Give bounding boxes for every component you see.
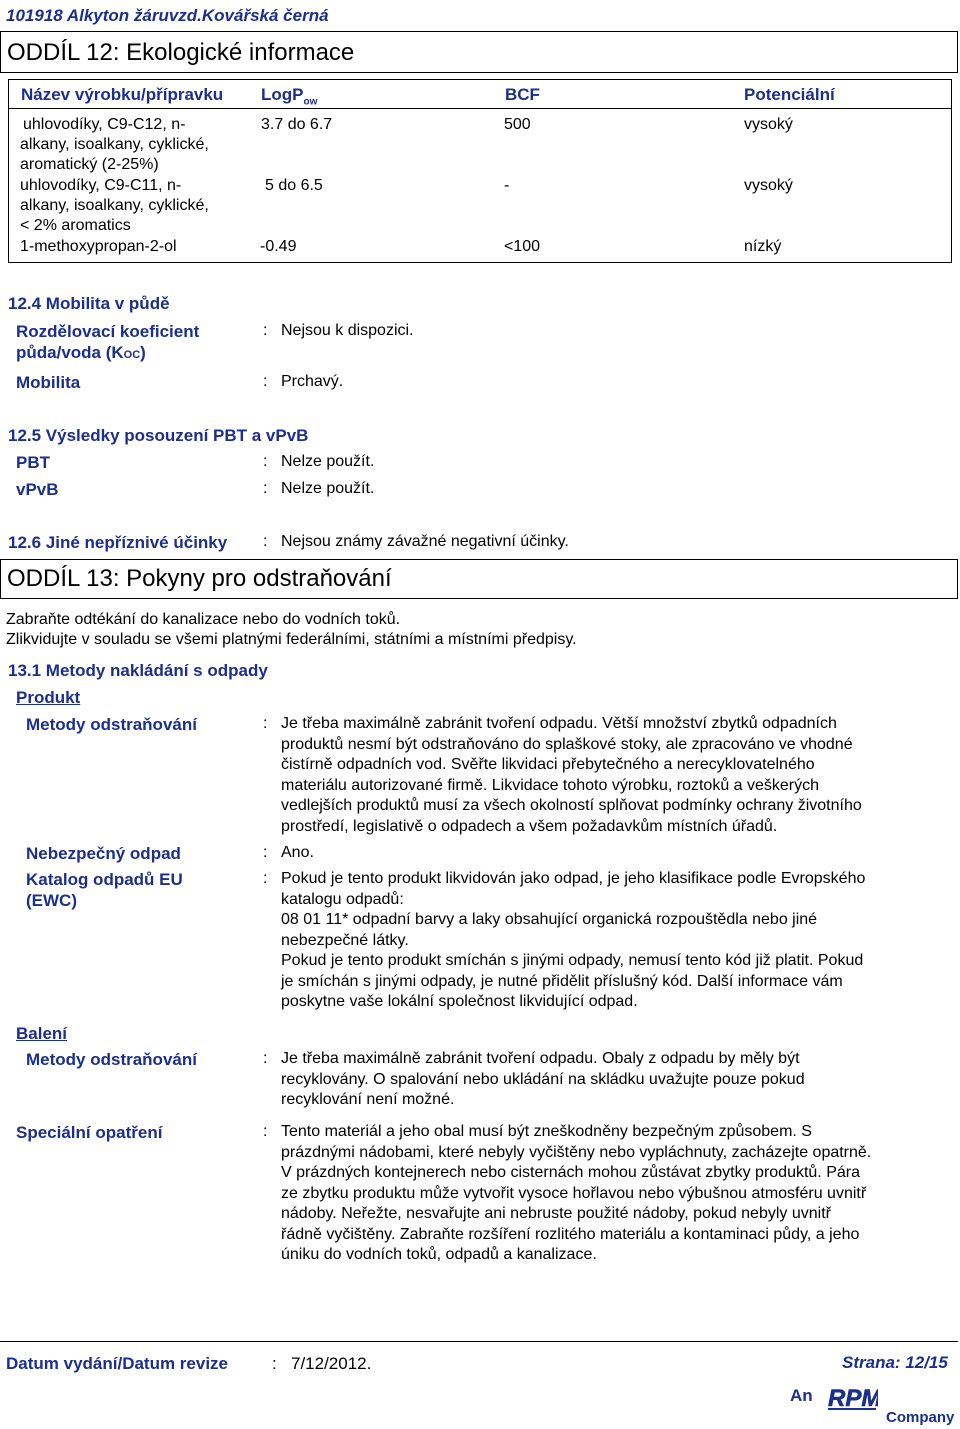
col-logp: LogP$_{ow}$ — [261, 85, 318, 108]
row-1-potential: vysoký — [744, 116, 793, 133]
ewc-colon: : — [263, 870, 268, 887]
eco-table-header — [8, 79, 952, 109]
row-2-potential: vysoký — [744, 177, 793, 194]
section-13-banner — [0, 559, 958, 599]
hazardous-waste-value: Ano. — [281, 844, 314, 861]
product-disposal-label: Metody odstraňování — [26, 715, 197, 734]
page-number: Strana: 12/15 — [842, 1353, 948, 1372]
vpvb-value: Nelze použít. — [281, 480, 375, 497]
section-12-banner — [0, 31, 958, 73]
document-title: 101918 Alkyton žáruvzd.Kovářská černá — [6, 6, 329, 25]
section-12-title: ODDÍL 12: Ekologické informace — [7, 39, 355, 66]
svg-text:RPM: RPM — [828, 1385, 878, 1412]
vpvb-colon: : — [263, 480, 268, 497]
packaging-disposal-label: Metody odstraňování — [26, 1050, 197, 1069]
mobility-value: Prchavý. — [281, 373, 344, 390]
packaging-disposal-colon: : — [263, 1050, 268, 1067]
heading-12-5: 12.5 Výsledky posouzení PBT a vPvB — [8, 426, 309, 445]
footer-colon: : — [272, 1354, 277, 1373]
packaging-disposal-text: Je třeba maximálně zabránit tvoření odpadu. Obaly z odpadu by měly být recyklovány. O spalování nebo ukládání na skládku uvažujte pouze pokud recyklování není možné. — [281, 1050, 805, 1108]
row-2-bcf: - — [504, 177, 510, 194]
mobility-label: Mobilita — [16, 373, 81, 392]
rpm-logo-icon — [826, 1382, 878, 1412]
table-row: uhlovodíky, C9-C11, n- alkany, isoalkany, cyklické, < 2% aromatics — [20, 177, 209, 234]
table-row: uhlovodíky, C9-C12, n- alkany, isoalkany, cyklické, aromatický (2-25%) — [20, 116, 209, 173]
footer-divider — [0, 1341, 958, 1342]
special-precautions-label: Speciální opatření — [16, 1123, 163, 1142]
logo-an-text: An — [790, 1386, 813, 1405]
koc-colon: : — [263, 322, 268, 339]
product-disposal-text: Je třeba maximálně zabránit tvoření odpadu. Větší množství zbytků odpadních produktů nesmí být odstraňováno do splaškové stoky, ale zpracováno ve vhodné čistírně odpadních vod. Svěřte likvidaci přebytečného a nerecyklovatelného materiálu autorizované firmě. Likvidace tohoto výrobku, roztoků a veškerých vedlejších produktů musí za všech okolností splňovat podmínky ochrany životního prostředí, legislativě o odpadech a všem požadavkům místních úřadů. — [281, 715, 862, 835]
special-precautions-text: Tento materiál a jeho obal musí být zneškodněny bezpečným způsobem. S prázdnými nádobami, které nebyly vyčištěny nebo vypláchnuty, zacházejte opatrně. V prázdných kontejnerech nebo cisternách mohou zůstávat zbytky produktů. Pára ze zbytku produktu může vytvořit vysoce hořlavou nebo výbušnou atmosféru uvnitř nádoby. Neřežte, nesvařujte ani nebruste použité nádoby, pokud nebyly uvnitř řádně vyčištěny. Zabraňte rozšíření rozlitého materiálu a kontaminaci půdy, a jeho úniku do vodních toků, odpadů a kanalizace. — [281, 1123, 872, 1263]
row-3-logp: -0.49 — [260, 238, 297, 255]
col-bcf: BCF — [505, 85, 540, 104]
logo-company-text: Company — [886, 1409, 955, 1426]
pbt-label: PBT — [16, 453, 50, 472]
s126-colon: : — [263, 533, 268, 550]
eco-table-body — [8, 109, 952, 263]
footer-date-label: Datum vydání/Datum revize — [6, 1354, 229, 1373]
pbt-colon: : — [263, 453, 268, 470]
col-potential: Potenciální — [744, 85, 835, 104]
s126-value: Nejsou známy závažné negativní účinky. — [281, 533, 569, 550]
heading-13-1: 13.1 Metody nakládání s odpady — [8, 661, 268, 680]
table-row: 1-methoxypropan-2-ol — [20, 238, 177, 255]
col-product-name: Název výrobku/přípravku — [21, 85, 224, 104]
koc-label: Rozdělovací koeficient půda/voda (KOC) — [16, 322, 200, 362]
pbt-value: Nelze použít. — [281, 453, 375, 470]
special-precautions-colon: : — [263, 1123, 268, 1140]
row-1-bcf: 500 — [504, 116, 531, 133]
produkt-subheading: Produkt — [16, 688, 81, 707]
row-2-logp: 5 do 6.5 — [265, 177, 323, 194]
ewc-label: Katalog odpadů EU (EWC) — [26, 870, 183, 910]
koc-value: Nejsou k dispozici. — [281, 322, 414, 339]
heading-12-4: 12.4 Mobilita v půdě — [8, 294, 170, 313]
ewc-text: Pokud je tento produkt likvidován jako odpad, je jeho klasifikace podle Evropského katalogu odpadů: 08 01 11* odpadní barvy a laky obsahující organická rozpouštědla nebo jiné nebezpečné látky. Pokud je tento produkt smíchán s jinými odpady, nemusí tento kód již platit. Pokud je smíchán s jinými odpady, je nutné přidělit příslušný kód. Další informace vám poskytne vaše lokální společnost likvidující odpad. — [281, 870, 866, 1010]
footer-date-value: 7/12/2012. — [291, 1354, 372, 1373]
row-3-potential: nízký — [744, 238, 782, 255]
row-3-bcf: <100 — [504, 238, 541, 255]
row-1-logp: 3.7 do 6.7 — [261, 116, 333, 133]
product-disposal-colon: : — [263, 715, 268, 732]
disposal-intro-1: Zabraňte odtékání do kanalizace nebo do vodních toků. — [6, 611, 401, 628]
baleni-subheading: Balení — [16, 1024, 68, 1043]
disposal-intro-2: Zlikvidujte v souladu se všemi platnými federálními, státními a místními předpisy. — [6, 631, 577, 648]
heading-12-6: 12.6 Jiné nepříznivé účinky — [8, 533, 228, 552]
vpvb-label: vPvB — [16, 480, 59, 499]
hazardous-waste-colon: : — [263, 844, 268, 861]
mobility-colon: : — [263, 373, 268, 390]
hazardous-waste-label: Nebezpečný odpad — [26, 844, 181, 863]
section-13-title: ODDÍL 13: Pokyny pro odstraňování — [7, 565, 392, 592]
